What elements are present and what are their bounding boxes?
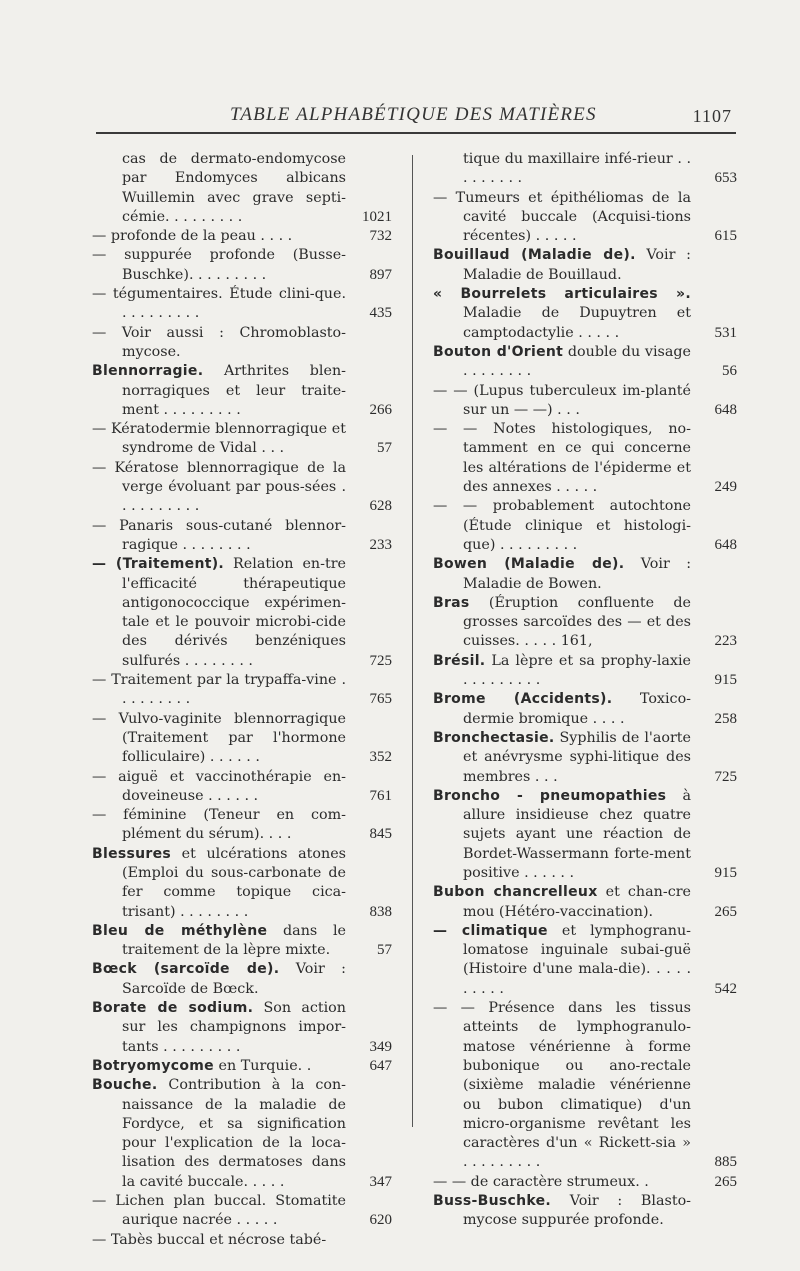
entry-page-ref: 732 (369, 228, 392, 245)
entry-page-ref: 761 (369, 787, 392, 804)
entry-heading: Bouche. (92, 1077, 158, 1094)
index-entry (92, 285, 392, 324)
entry-page-ref: 915 (714, 672, 737, 689)
index-entry (433, 1192, 737, 1231)
entry-heading: Bubon chancrelleux (433, 884, 598, 901)
entry-text: Contribution à la con-naissance de la maladie de Fordyce, et sa signification pour l'explication de la loca-lisation des dermatoses dans la cavité buccale. . . . . (122, 1077, 347, 1190)
entry-page-ref: 725 (714, 768, 737, 785)
entry-text: Voir : Sarcoïde de Bœck. (122, 961, 347, 997)
entry-page-ref: 838 (369, 903, 392, 920)
entry-text: Arthrites blen-norragiques et leur traite-ment . . . . . . . . . (122, 363, 346, 418)
index-entry (92, 246, 392, 285)
page-header (96, 100, 736, 134)
index-entry (92, 671, 392, 710)
entry-heading: — climatique (433, 922, 548, 939)
entry-page-ref: 223 (714, 633, 737, 650)
index-entry (433, 594, 737, 652)
entry-text: Syphilis de l'aorte et anévrysme syphi-litique des membres . . . (463, 729, 691, 785)
index-entry (433, 922, 737, 999)
index-entry (433, 787, 737, 883)
page-number: 1107 (692, 106, 732, 126)
entry-text: — Tumeurs et épithéliomas de la cavité buccale (Acquisi-tions récentes) . . . . . (433, 189, 691, 245)
entry-heading: Bouillaud (Maladie de). (433, 247, 636, 264)
index-entry (433, 343, 737, 382)
entry-page-ref: 347 (369, 1173, 392, 1190)
entry-heading: Brésil. (433, 652, 486, 669)
index-entry (92, 922, 392, 961)
index-entry (433, 652, 737, 691)
index-entry (92, 1076, 392, 1192)
entry-page-ref: 266 (369, 401, 392, 418)
entry-text: — Tabès buccal et nécrose tabé- (92, 1231, 327, 1248)
entry-heading: Brome (Accidents). (433, 691, 613, 708)
entry-text: — — Notes histologiques, no-tamment en ce qui concerne les altérations de l'épiderme et des annexes . . . . . (433, 421, 691, 496)
header-rule (96, 132, 736, 134)
entry-heading: Borate de sodium. (92, 1000, 254, 1017)
entry-text: Voir : Blasto-mycose suppurée profonde. (463, 1193, 692, 1229)
entry-text: — aiguë et vaccinothérapie en-doveineuse . . . . . . (92, 768, 346, 804)
entry-text: Voir : Maladie de Bouillaud. (463, 247, 691, 283)
index-entry (433, 246, 737, 285)
index-entry (92, 227, 392, 246)
entry-page-ref: 845 (369, 826, 392, 843)
entry-text: — Kératose blennorragique de la verge évoluant par pous-sées . . . . . . . . . . (92, 459, 346, 515)
entry-text: — — (Lupus tuberculeux im-planté sur un — —) . . . (433, 382, 691, 418)
entry-page-ref: 628 (369, 498, 392, 515)
entry-text: — Traitement par la trypaffa-vine . . . . . . . . . (92, 672, 346, 708)
entry-page-ref: 885 (714, 1154, 737, 1171)
entry-page-ref: 648 (714, 536, 737, 553)
index-entry (92, 960, 392, 999)
index-entry (92, 999, 392, 1057)
index-entry (433, 420, 737, 497)
entry-page-ref: 352 (369, 749, 392, 766)
entry-heading: Bowen (Maladie de). (433, 556, 625, 573)
index-entry (433, 189, 737, 247)
entry-page-ref: 765 (369, 691, 392, 708)
entry-text: à allure insidieuse chez quatre sujets ayant une réaction de Bordet-Wassermann forte-ment positive . . . . . . (463, 787, 691, 881)
index-entry (92, 710, 392, 768)
index-entry (92, 420, 392, 459)
entry-page-ref: 725 (369, 652, 392, 669)
index-column-left (92, 150, 392, 1250)
entry-heading: Botryomycome (92, 1057, 214, 1074)
index-entry (92, 1192, 392, 1231)
entry-heading: Bras (433, 594, 470, 611)
entry-page-ref: 435 (369, 305, 392, 322)
entry-page-ref: 648 (714, 401, 737, 418)
entry-text: Maladie de Dupuytren et camptodactylie . . . . . (463, 305, 691, 341)
index-entry (433, 382, 737, 421)
entry-page-ref: 647 (369, 1057, 392, 1074)
index-entry (433, 999, 737, 1173)
entry-page-ref: 56 (722, 363, 737, 380)
entry-text: — Vulvo-vaginite blennorragique (Traitement par l'hormone folliculaire) . . . . . . (92, 710, 346, 766)
entry-text: — profonde de la peau . . . . (92, 228, 293, 245)
entry-page-ref: 233 (369, 536, 392, 553)
entry-page-ref: 249 (714, 479, 737, 496)
entry-page-ref: 258 (714, 710, 737, 727)
index-entry (92, 362, 392, 420)
entry-heading: Blessures (92, 845, 172, 862)
entry-text: — tégumentaires. Étude clini-que. . . . . . . . . . (92, 286, 346, 322)
index-entry (433, 555, 737, 594)
index-entry (433, 285, 737, 343)
entry-text: en Turquie. . (218, 1057, 312, 1074)
entry-heading: Bouton d'Orient (433, 343, 564, 360)
entry-text: cas de dermato-endomycose par Endomyces albicans Wuillemin avec grave septi-cémie. . . . . . . . . (122, 151, 346, 225)
index-entry (92, 768, 392, 807)
entry-page-ref: 57 (377, 440, 392, 457)
entry-heading: Blennorragie. (92, 363, 204, 380)
entry-heading: Bleu de méthylène (92, 922, 268, 939)
entry-text: — — Présence dans les tissus atteints de lymphogranulo-matose vénérienne à forme bubonique ou ano-rectale (sixième maladie vénérienne ou bubon climatique) d'un micro-organisme revêtant les caractères d'un « Rickett-sia » . . . . . . . . . (433, 1000, 691, 1171)
entry-page-ref: 915 (714, 864, 737, 881)
entry-heading: — (Traitement). (92, 556, 225, 573)
entry-text: — suppurée profonde (Busse-Buschke). . . . . . . . . (92, 247, 346, 283)
entry-text: Voir : Maladie de Bowen. (463, 556, 692, 592)
index-entry (92, 517, 392, 556)
column-divider (412, 155, 413, 1127)
entry-text: (Éruption confluente de grosses sarcoïdes des — et des cuisses. . . . . 161, (463, 594, 692, 650)
entry-page-ref: 897 (369, 266, 392, 283)
entry-text: Relation en-tre l'efficacité thérapeutique antigonococcique expérimen-tale et le pouvoir microbi-cide des dérivés benzéniques sulfurés . . . . . . . . (122, 556, 346, 669)
index-entry (433, 497, 737, 555)
index-entry (92, 555, 392, 671)
index-entry (92, 459, 392, 517)
entry-page-ref: 57 (377, 942, 392, 959)
entry-page-ref: 542 (714, 980, 737, 997)
entry-heading: Bronchectasie. (433, 729, 555, 746)
entry-page-ref: 1021 (362, 208, 392, 225)
entry-text: tique du maxillaire infé-rieur . . . . . . . . . (463, 151, 691, 187)
entry-page-ref: 620 (369, 1212, 392, 1229)
entry-text: — Kératodermie blennorragique et syndrome de Vidal . . . (92, 421, 346, 457)
entry-text: — Voir aussi : Chromoblasto-mycose. (92, 324, 346, 360)
index-entry (433, 729, 737, 787)
entry-heading: Buss-Buschke. (433, 1193, 551, 1210)
entry-text: La lèpre et sa prophy-laxie . . . . . . . . . (463, 652, 692, 689)
entry-text: — — probablement autochtone (Étude clinique et histologi-que) . . . . . . . . . (433, 498, 691, 553)
entry-heading: « Bourrelets articulaires ». (433, 286, 691, 303)
index-entry (92, 845, 392, 922)
entry-text: — — de caractère strumeux. . (433, 1173, 649, 1190)
entry-page-ref: 265 (714, 903, 737, 920)
index-entry (433, 883, 737, 922)
entry-page-ref: 653 (714, 170, 737, 187)
entry-text: — Panaris sous-cutané blennor-ragique . . . . . . . . (92, 517, 346, 553)
index-entry (92, 150, 392, 227)
entry-text: et lymphogranu-lomatose inguinale subai-guë (Histoire d'une mala-die). . . . . . . . . . (463, 922, 691, 997)
entry-text: et ulcérations atones (Emploi du sous-carbonate de fer comme topique cica-trisant) . . . . . . . . (122, 845, 346, 920)
entry-text: double du visage . . . . . . . . (463, 343, 691, 380)
entry-text: Son action sur les champignons impor-tants . . . . . . . . . (122, 1000, 346, 1055)
entry-page-ref: 349 (369, 1038, 392, 1055)
index-entry (92, 1057, 392, 1076)
entry-text: — Lichen plan buccal. Stomatite aurique nacrée . . . . . (92, 1193, 346, 1229)
index-entry (92, 806, 392, 845)
index-entry (92, 1231, 392, 1250)
entry-text: et chan-cre mou (Hétéro-vaccination). (463, 884, 691, 920)
entry-page-ref: 265 (714, 1173, 737, 1190)
entry-page-ref: 531 (714, 324, 737, 341)
index-column-right (433, 150, 737, 1231)
index-entry (433, 150, 737, 189)
entry-page-ref: 615 (714, 228, 737, 245)
index-entry (433, 690, 737, 729)
index-entry (433, 1173, 737, 1192)
running-title: TABLE ALPHABÉTIQUE DES MATIÈRES (230, 104, 597, 125)
entry-heading: Bœck (sarcoïde de). (92, 961, 280, 978)
entry-text: — féminine (Teneur en com-plément du sérum). . . . (92, 807, 346, 843)
entry-text: dans le traitement de la lèpre mixte. (122, 922, 346, 959)
index-entry (92, 324, 392, 363)
entry-heading: Broncho - pneumopathies (433, 787, 667, 804)
entry-text: Toxico-dermie bromique . . . . (463, 691, 692, 727)
